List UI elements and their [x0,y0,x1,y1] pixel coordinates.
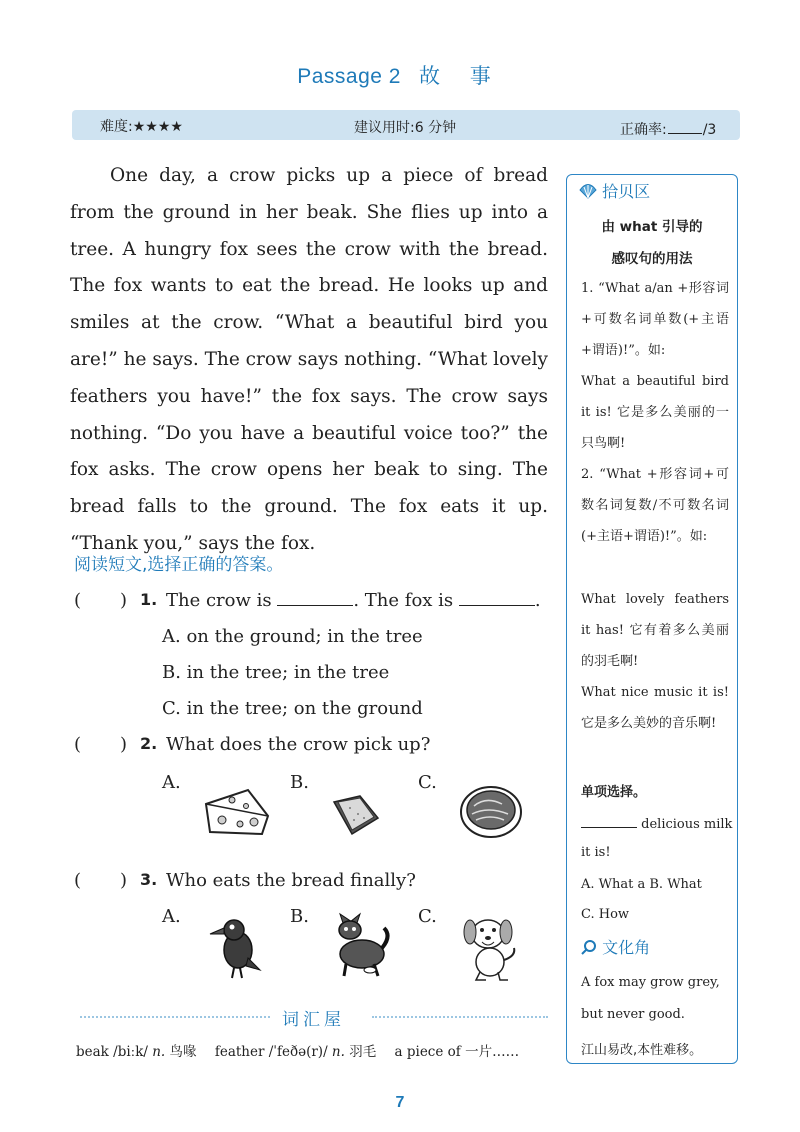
answer-paren-close: ) [120,590,128,611]
question-number: 1. [140,590,158,609]
example-2: What lovely feathers it has! 它有着多么美丽的羽毛啊! [581,592,729,669]
sidebar-heading [579,179,650,202]
option-c-label[interactable]: C. [418,906,437,927]
title-en: Passage 2 [297,65,401,88]
option-c[interactable]: C. in the tree; on the ground [162,698,423,719]
exercise-instruction: 阅读短文,选择正确的答案。 [74,555,284,575]
info-bar [72,110,740,140]
accuracy [620,119,716,139]
vocab-pos: n. [331,1044,345,1060]
practice-options[interactable]: C. How [581,907,630,922]
vocab-meaning: 羽毛 [349,1044,377,1060]
crow-icon[interactable] [206,914,266,980]
stem-part: The crow is [166,590,272,611]
cheese-icon[interactable] [200,786,272,838]
practice-options[interactable]: A. What a B. What [581,877,702,892]
sidebar-heading-text: 拾贝区 [602,182,651,201]
difficulty-label: 难度:★★★★ [100,119,183,135]
shell-icon [579,183,597,199]
answer-paren-open[interactable]: ( [74,734,82,755]
culture-heading-text: 文化角 [602,938,651,957]
accuracy-blank[interactable] [668,121,702,134]
vocab-word: feather /ˈfeðə(r)/ [214,1044,328,1060]
practice-q1: delicious milk [641,817,733,832]
culture-heading [581,935,650,958]
question-number: 2. [140,734,158,753]
option-b-label[interactable]: B. [290,772,309,793]
question-number: 3. [140,870,158,889]
stem-part: . [534,590,541,611]
passage-text: One day, a crow picks up a piece of bread from the ground in her beak. She flies up into a tree. A hungry fox sees the crow with the bread. The fox wants to eat the bread. He looks up and smiles at the crow. “What a beautiful bird you are!” he says. The crow says nothing. “What lovely feathers you have!” the fox says. The crow says nothing. “Do you have a beautiful voice too?” the fox asks. The crow opens her beak to sing. The bread falls to the ground. The fox eats it up. “Thank you,” says the fox. [70,165,548,554]
vocabulary-title: 词汇屋 [282,1010,345,1030]
accuracy-suffix: /3 [702,122,717,138]
example-3: What nice music it is! 它是多么美妙的音乐啊! [581,685,729,731]
accuracy-label: 正确率: [620,122,667,138]
bread-slice-icon[interactable] [330,792,382,838]
example-1: What a beautiful bird it is! 它是多么美丽的一只鸟啊! [581,374,729,451]
practice-question-2: it is! [581,845,611,860]
question-stem: What does the crow pick up? [166,734,431,755]
vocab-pos: n. [152,1044,166,1060]
rule-1: 1. “What a/an +形容词+可数名词单数(+主语+谓语)!”。如: [581,281,729,358]
vocab-word: a piece of [394,1044,461,1060]
proverb-cn: 江山易改,本性难移。 [581,1043,703,1058]
option-b-label[interactable]: B. [290,906,309,927]
question-stem [166,590,541,611]
proverb-line: A fox may grow grey, [581,975,720,990]
proverb-line: but never good. [581,1007,685,1022]
sidebar-subtitle: 由 what 引导的 [601,219,703,235]
vocabulary-list [76,1040,519,1060]
page-number: 7 [395,1094,405,1111]
title-cn: 故 事 [418,65,503,88]
vocab-meaning: 一片…… [465,1044,520,1060]
page-title [0,60,800,90]
answer-paren-open[interactable]: ( [74,590,82,611]
time-label: 建议用时:6 分钟 [354,120,457,136]
divider [80,1016,270,1018]
divider [372,1016,548,1018]
stem-part: . The fox is [353,590,454,611]
answer-paren-open[interactable]: ( [74,870,82,891]
option-a[interactable]: A. on the ground; in the tree [162,626,423,647]
cat-icon[interactable] [326,908,392,980]
blank[interactable] [459,591,535,606]
sidebar-panel [566,174,738,1064]
option-c-label[interactable]: C. [418,772,437,793]
blank[interactable] [581,815,637,828]
sidebar-subtitle: 感叹句的用法 [611,251,693,267]
option-a-label[interactable]: A. [162,772,181,793]
option-a-label[interactable]: A. [162,906,181,927]
practice-title: 单项选择。 [581,785,647,800]
vocab-meaning: 鸟喙 [169,1044,197,1060]
vocab-word: beak /biːk/ [76,1044,148,1060]
blank[interactable] [277,591,353,606]
question-stem: Who eats the bread finally? [166,870,416,891]
answer-paren-close: ) [120,734,128,755]
magnifier-icon [581,939,597,955]
meat-icon[interactable] [458,782,524,840]
practice-question [581,815,732,832]
dog-icon[interactable] [458,910,524,982]
answer-paren-close: ) [120,870,128,891]
rule-2: 2. “What +形容词+可数名词复数/不可数名词(+主语+谓语)!”。如: [581,467,729,544]
option-b[interactable]: B. in the tree; in the tree [162,662,390,683]
